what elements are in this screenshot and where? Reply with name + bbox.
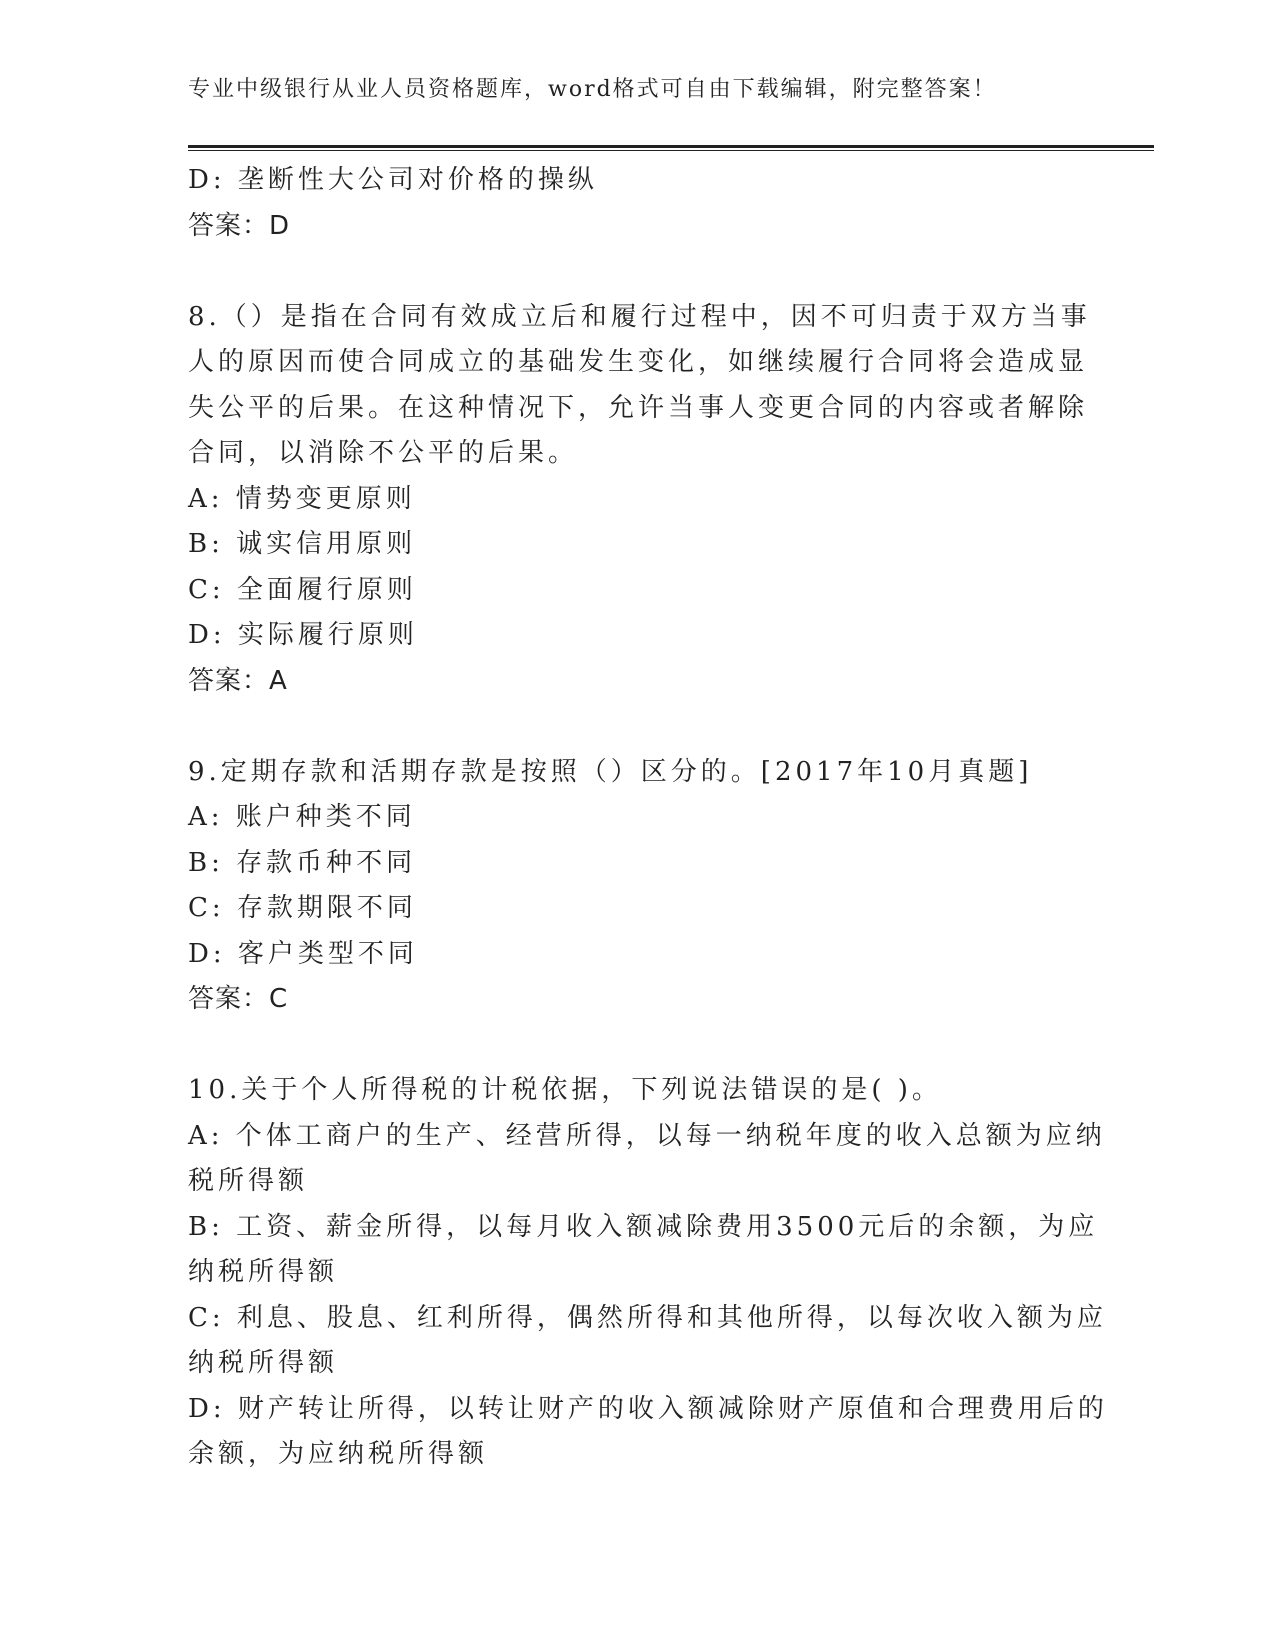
text-line: D: 实际履行原则 [188,620,418,650]
text-line: A: 情势变更原则 [188,483,416,514]
text-line: D: 客户类型不同 [188,938,418,969]
paragraph-gap [188,1023,1088,1069]
text-line: C: 利息、股息、红利所得，偶然所得和其他所得，以每次收入额为应 [188,1302,1107,1333]
text-line: 人的原因而使合同成立的基础发生变化，如继续履行合同将会造成显 [188,347,1089,377]
answer-line: 答案：C [188,984,289,1014]
text-line: A: 账户种类不同 [188,802,416,832]
page-header: 专业中级银行从业人员资格题库，word格式可自由下载编辑，附完整答案！ [188,77,997,102]
text-line: B: 存款币种不同 [188,847,417,878]
text-line: C: 全面履行原则 [188,574,417,605]
text-line: 9.定期存款和活期存款是按照（）区分的。[2017年10月真题] [188,756,1033,787]
header-rule-thin [188,150,1154,151]
text-line: 8.（）是指在合同有效成立后和履行过程中，因不可归责于双方当事 [188,301,1091,332]
text-line: 余额，为应纳税所得额 [188,1439,489,1469]
text-line: 10.关于个人所得税的计税依据，下列说法错误的是( )。 [188,1075,942,1105]
text-line: C: 存款期限不同 [188,893,417,923]
text-line: D: 垄断性大公司对价格的操纵 [188,165,598,195]
answer-line: 答案：A [188,665,288,696]
text-line: D: 财产转让所得，以转让财产的收入额减除财产原值和合理费用后的 [188,1393,1108,1424]
paragraph-gap [188,249,1088,295]
paragraph-gap [188,704,1088,750]
text-line: B: 诚实信用原则 [188,529,417,559]
text-line: 失公平的后果。在这种情况下，允许当事人变更合同的内容或者解除 [188,392,1089,423]
answer-line: 答案：D [188,210,291,241]
text-line: 纳税所得额 [188,1348,339,1378]
text-line: 税所得额 [188,1166,309,1196]
text-line: A: 个体工商户的生产、经营所得，以每一纳税年度的收入总额为应纳 [188,1120,1106,1151]
text-line: 纳税所得额 [188,1257,339,1287]
header-rule-thick [188,145,1154,148]
text-line: 合同，以消除不公平的后果。 [188,438,579,468]
text-line: B: 工资、薪金所得，以每月收入额减除费用3500元后的余额，为应 [188,1211,1099,1242]
document-body [188,158,1108,1478]
